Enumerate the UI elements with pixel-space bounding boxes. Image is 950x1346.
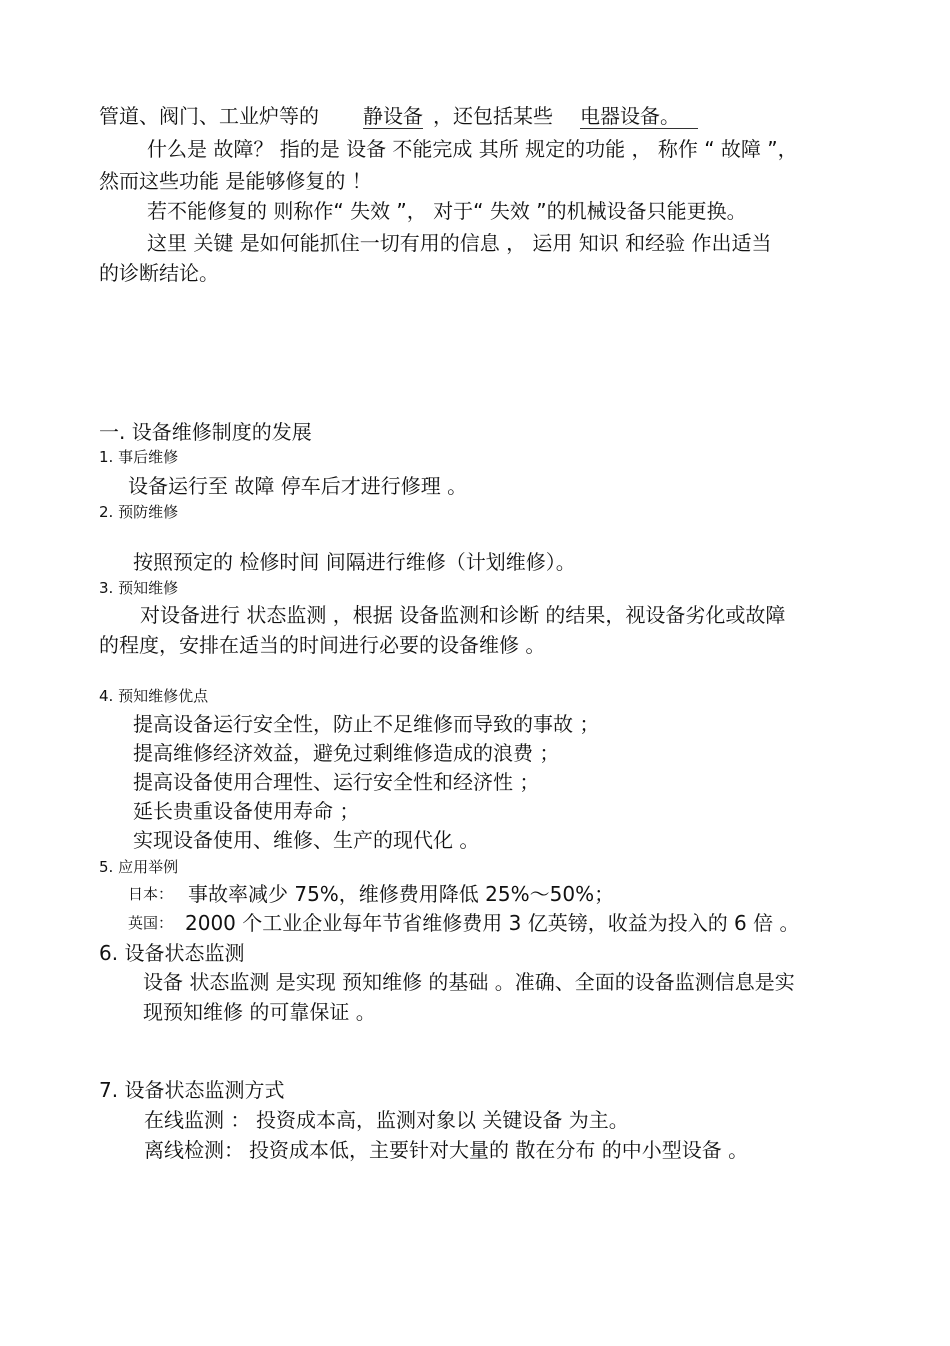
term-electrical-equipment: 电器设备。: [580, 106, 698, 129]
item-7-online-label: 在线监测 ：: [144, 1108, 251, 1132]
item-4-point-3: 提高设备使用合理性、运行安全性和经济性 ；: [133, 770, 540, 794]
item-4-point-4: 延长贵重设备使用寿命 ；: [133, 799, 360, 823]
item-1-label: 1. 事后维修: [99, 448, 179, 466]
item-4-label: 4. 预知维修优点: [99, 687, 209, 705]
intro-line-5: 这里 关键 是如何能抓住一切有用的信息 ， 运用 知识 和经验 作出适当: [147, 231, 772, 255]
item-2-label: 2. 预防维修: [99, 503, 179, 521]
item-5-uk-text: 2000 个工业企业每年节省维修费用 3 亿英镑，收益为投入的 6 倍 。: [185, 911, 800, 935]
intro-line-1-a: 管道、阀门、工业炉等的: [99, 104, 319, 128]
intro-line-2: 什么是 故障？ 指的是 设备 不能完成 其所 规定的功能 ， 称作 “ 故障 ”，: [147, 137, 798, 161]
item-7-offline-text: 投资成本低，主要针对大量的 散在分布 的中小型设备 。: [249, 1138, 749, 1162]
item-5-uk-label: 英国：: [128, 914, 174, 932]
item-7-label: 7. 设备状态监测方式: [99, 1078, 285, 1102]
item-6-text-1: 设备 状态监测 是实现 预知维修 的基础 。准确、全面的设备监测信息是实: [143, 970, 795, 994]
intro-line-1-c: ，还包括某些: [433, 104, 553, 128]
item-3-text-2: 的程度，安排在适当的时间进行必要的设备维修 。: [99, 633, 546, 657]
section-heading: 一. 设备维修制度的发展: [99, 420, 312, 444]
item-5-japan-label: 日本：: [128, 885, 174, 903]
item-2-text: 按照预定的 检修时间 间隔进行维修（计划维修）。: [133, 550, 576, 574]
term-static-equipment: 静设备: [363, 104, 423, 128]
item-5-japan-text: 事故率减少 75%，维修费用降低 25%～50%；: [188, 882, 615, 906]
item-1-text: 设备运行至 故障 停车后才进行修理 。: [128, 474, 468, 498]
item-5-label: 5. 应用举例: [99, 858, 179, 876]
item-6-label: 6. 设备状态监测: [99, 941, 245, 965]
item-6-text-2: 现预知维修 的可靠保证 。: [143, 1000, 376, 1024]
intro-line-3: 然而这些功能 是能够修复的 ！: [99, 169, 372, 193]
intro-line-4: 若不能修复的 则称作“ 失效 ”， 对于“ 失效 ”的机械设备只能更换。: [147, 199, 747, 223]
item-4-point-2: 提高维修经济效益，避免过剩维修造成的浪费 ；: [133, 741, 560, 765]
item-7-offline-label: 离线检测：: [144, 1138, 244, 1162]
item-7-online-text: 投资成本高，监测对象以 关键设备 为主。: [256, 1108, 629, 1132]
item-4-point-1: 提高设备运行安全性，防止不足维修而导致的事故 ；: [133, 712, 600, 736]
item-3-label: 3. 预知维修: [99, 579, 179, 597]
item-4-point-5: 实现设备使用、维修、生产的现代化 。: [133, 828, 480, 852]
intro-line-6: 的诊断结论。: [99, 261, 219, 285]
item-3-text-1: 对设备进行 状态监测 ，根据 设备监测和诊断 的结果，视设备劣化或故障: [140, 603, 786, 627]
